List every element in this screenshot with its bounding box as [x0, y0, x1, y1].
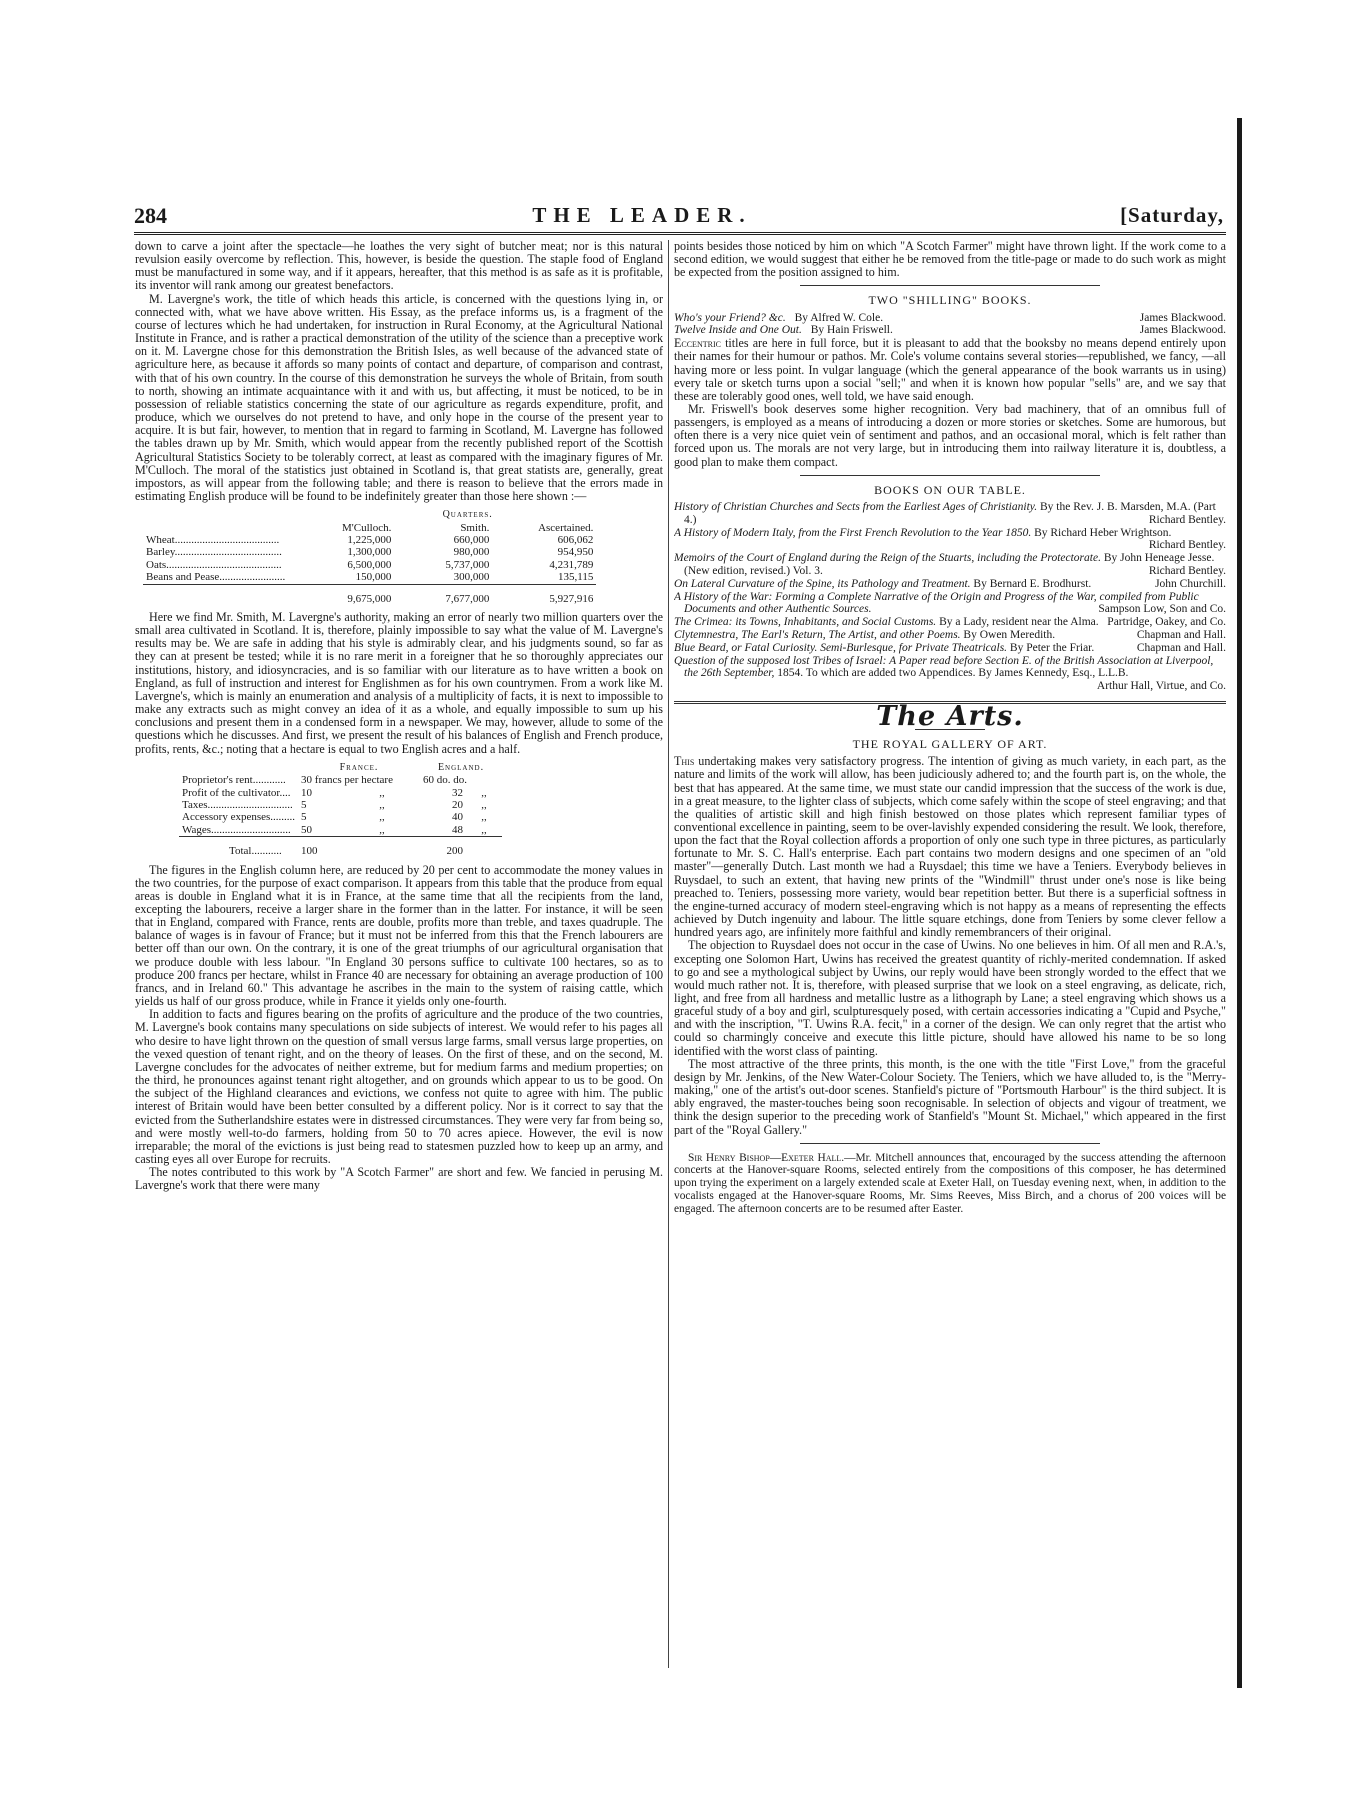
book-details: By Bernard E. Brodhurst. — [970, 577, 1092, 590]
table-cell: 100 — [301, 845, 318, 858]
book-entry — [674, 642, 1226, 655]
row-label: Profit of the cultivator.... — [182, 786, 291, 799]
paragraph — [674, 755, 1226, 939]
table-row — [143, 571, 596, 584]
section-heading: TWO "SHILLING" BOOKS. — [868, 293, 1032, 308]
table-cell: 980,000 — [453, 546, 490, 559]
table-cell: 10 — [301, 786, 313, 799]
france-england-table — [179, 762, 502, 858]
ditto-mark: ,, — [481, 798, 487, 811]
paragraph: The most attractive of the three prints, this month, is the one with the title "First Love," from the graceful design by Mr. Jenkins, of the New Water-Colour Society. The Teniers, which we have alluded to, is the "Merry-making," one of the artist's out-door scenes. Stanfield's picture of "Portsmouth Harbour" is the third subject. It is ably engraved, the master-touches being soon recognisable. In selection of objects and vigour of treatment, we think the design superior to the preceding work of Stanfield's "Mount St. Michael," which appeared in the first part of the "Royal Gallery." — [674, 1056, 1226, 1137]
running-head — [134, 203, 1224, 233]
publisher: Richard Bentley. — [1148, 564, 1226, 577]
row-label: Accessory expenses......... — [182, 811, 296, 824]
table-cell: 5 — [301, 798, 307, 811]
table-cell: 9,675,000 — [347, 592, 392, 605]
book-details: By the Rev. J. B. Marsden, M.A. (Part 4.) — [684, 500, 1216, 526]
row-label: Proprietor's rent............ — [182, 774, 286, 787]
book-entry — [674, 501, 1226, 527]
book-title: A History of Modern Italy, from the First French Revolution to the Year 1850. — [674, 526, 1032, 539]
paragraph-text: titles are here in full force, but it is pleasant to add that the booksby no means depend entirely upon their names for their humour or pathos. Mr. Cole's volume contains several stories—republished, we fancy, —all having more or less point. In vulgar language (which the general appearance of the book warrants us in using) every tale or sketch turns upon a social "sell;" and when it is known how popular "sells" are, and we say that these are tolerably good ones, well told, we have said enough. — [674, 336, 1226, 403]
publisher: Chapman and Hall. — [1136, 641, 1226, 654]
table-row — [179, 824, 502, 837]
ditto-mark: ,, — [466, 824, 502, 837]
drop-lead: This — [674, 754, 695, 769]
row-label: Taxes............................... — [182, 798, 293, 811]
book-details: By a Lady, resident near the Alma. — [936, 616, 1099, 629]
masthead-title: THE LEADER. — [532, 203, 752, 227]
notice-lead: Sir Henry Bishop—Exeter Hall. — [688, 1151, 845, 1164]
paragraph: Mr. Friswell's book deserves some higher recognition. Very bad machinery, that of an omnibus full of passengers, is employed as a means of introducing a dozen or more stories or sketches. Some are humorous, but often there is a very nice quiet vein of sentiment and pathos, and an occasional moral, which is felt rather than forced upon us. The morals are not very large, but in introducing them into railway literature it is, doubtless, a good plan to make them compact. — [674, 402, 1226, 469]
paragraph: In addition to facts and figures bearing on the profits of agriculture and the produce of the two countries, M. Lavergne's book contains many speculations on side subjects of interest. We would refer to his pages all who desire to have light thrown on the question of small versus large farms, small versus large properties, on the vexed question of tenant right, and on the theory of leases. On the first of these, and on the second, M. Lavergne concludes for the advocates of neither extreme, but for medium farms and medium properties; on the third, he pronounces against tenant right altogether, and on grounds which appear to us to be good. On the subject of the Highland clearances and evictions, we confess not quite to agree with him. The public interest of Britain would have been better consulted by a different policy. Nor is it correct to say that the evicted from the Sutherlandshire estates were in distressed circumstances. They were very far from being so, and were mostly well-to-do farmers, holding from 50 to 70 acres apiece. However, the evil is now irreparable; the moral of the evictions is just being read to statesmen puzzled how to keep up an army, and casting eyes all over Europe for recruits. — [135, 1007, 663, 1166]
book-author: By Alfred W. Cole. — [794, 311, 884, 324]
table-cell: 606,062 — [557, 533, 594, 546]
paragraph-text: —Mr. Mitchell announces that, encouraged by the success attending the afternoon concerts at the Hanover-square Rooms, selected entirely from the compositions of this composer, he has determined upon trying the experiment on a largely extended scale at Exeter Hall, on Tuesday evening next, when, in addition to the vocalists engaged at the Hanover-square Rooms, Mr. Sims Reeves, Miss Birch, and a chorus of 200 voices will be engaged. The afternoon concerts are to be resumed after Easter. — [674, 1151, 1227, 1215]
section-heading: BOOKS ON OUR TABLE. — [874, 482, 1026, 497]
table-cell: 7,677,000 — [445, 592, 490, 605]
book-title: Question of the supposed lost Tribes of Israel: A Paper read before Section E. of the British Association at Liverpool, the 26th September, — [674, 654, 1214, 680]
table-cell: 50 — [298, 824, 344, 837]
book-title: Clytemnestra, The Earl's Return, The Artist, and other Poems. — [674, 628, 961, 641]
table-cell: 5 — [301, 811, 307, 824]
left-column — [135, 240, 663, 1192]
book-entry — [674, 312, 1226, 325]
table-cell: 1,225,000 — [347, 533, 392, 546]
book-title: Blue Beard, or Fatal Curiosity. Semi-Burlesque, for Private Theatricals. — [674, 641, 1008, 654]
drop-lead: Eccentric — [674, 336, 721, 351]
table-cell: 150,000 — [339, 571, 394, 584]
quarters-table — [143, 509, 596, 605]
column-header: England. — [437, 761, 485, 773]
book-title: Memoirs of the Court of England during the Reign of the Stuarts, including the Protectorate. — [674, 552, 1101, 565]
table-row — [143, 546, 596, 558]
book-details: By John Heneage Jesse. (New edition, revised.) Vol. 3. — [684, 552, 1215, 577]
book-entry — [674, 552, 1226, 578]
row-label: Barley....................................... — [146, 546, 282, 559]
book-title: A History of the War: Forming a Complete Narrative of the Origin and Progress of the War, compiled from Public Documents and other Authentic Sources. — [674, 590, 1199, 616]
book-title: Who's your Friend? &c. — [674, 311, 786, 324]
table-cell: 30 francs per hectare — [301, 774, 393, 787]
publisher: James Blackwood. — [1139, 311, 1226, 324]
publisher: Richard Bentley. — [1148, 539, 1226, 552]
table-cell: 32 — [452, 786, 464, 799]
table-cell: 954,950 — [557, 546, 594, 559]
paragraph: The figures in the English column here, are reduced by 20 per cent to accommodate the money values in the two countries, for the purpose of exact comparison. It appears from this table that the produce from equal areas is double in England what it is in France, at the same time that all the recipients from the land, excepting the labourers, receive a larger share in the former than in the latter. For instance, it will be seen that in England, compared with France, rents are double, profits more than treble, and taxes quadruple. The balance of wages is in favour of France; but it must not be inferred from this that the French labourers are better off than our own. On the contrary, it is one of the great triumphs of our agricultural organisation that we produce double with less labour. "In England 30 persons suffice to cultivate 100 hectares, so as to produce 200 francs per hectare, whilst in France 40 are necessary for obtaining an average production of 100 francs, and in Ireland 60." This advantage he ascribes in the main to the system of raising cattle, which yields us half of our gross produce, while in France it yields only one-fourth. — [135, 862, 663, 1009]
header-rule — [134, 232, 1226, 235]
table-row — [179, 774, 502, 786]
table-total-row — [179, 837, 502, 858]
table-row — [179, 799, 502, 811]
section-heading: THE ROYAL GALLERY OF ART. — [852, 737, 1048, 752]
table-row — [179, 787, 502, 799]
table-total-row — [143, 584, 596, 605]
section-rule — [800, 285, 1100, 286]
book-title: Twelve Inside and One Out. — [674, 324, 802, 337]
table-cell: 6,500,000 — [347, 558, 392, 571]
book-entry — [674, 629, 1226, 642]
right-column — [674, 240, 1226, 1215]
book-details: 1854. To which are added two Appendices. By James Kennedy, Esq., L.L.B. — [774, 667, 1129, 680]
table-cell: 20 — [452, 798, 464, 811]
paragraph: down to carve a joint after the spectacle—he loathes the very sight of butcher meat; nor is this natural revulsion easily overcome by reflection. This, however, is beside the question. The staple food of England must be manufactured in some way, and if it appears, hereafter, that this method is as safe as it is profitable, its inventor will rank among our greatest benefactors. — [135, 239, 663, 293]
book-title: The Crimea: its Towns, Inhabitants, and Social Customs. — [674, 616, 937, 629]
paragraph: Here we find Mr. Smith, M. Lavergne's authority, making an error of nearly two million quarters over the small area cultivated in Scotland. It is, therefore, plainly impossible to say what the value of M. Lavergne's results may be. We are safe in adding that his style is admirably clear, and his judgments sound, so far as they can at present be tested; while it is no rare merit in a foreigner that he so thoroughly appreciates our institutions, history, and idiosyncracies, and is so familiar with our literature as to have written a book on England, as full of instruction and interest for Englishmen as for his own countrymen. From a work like M. Lavergne's, which is mainly an enumeration and analysis of a multiplicity of facts, it is next to impossible to make any extracts such as might convey an idea of it as a whole, and equally impossible to sum up his conclusions and present them in a condensed form in a newspaper. We may, however, allude to some of the questions which he discusses. And first, we present the result of his balances of English and French produce, profits, rents, &c.; noting that a hectare is equal to two English acres and a half. — [135, 609, 663, 756]
ditto-mark: ,, — [379, 811, 385, 824]
section-rule — [800, 475, 1100, 476]
column-header: Smith. — [460, 521, 490, 534]
ditto-mark: ,, — [344, 824, 420, 837]
publisher: John Churchill. — [1155, 577, 1226, 590]
book-entry — [674, 655, 1226, 693]
book-entry — [674, 578, 1226, 591]
book-details: By Owen Meredith. — [960, 628, 1056, 641]
row-label: Beans and Pease........................ — [143, 571, 339, 584]
publisher: Partridge, Oakey, and Co. — [1107, 616, 1226, 629]
paragraph: The objection to Ruysdael does not occur in the case of Uwins. No one believes in him. Of all men and R.A.'s, excepting one Solomon Hart, Uwins has received the greatest quantity of richly-merited condemnation. If asked to go and see a mythological subject by Uwins, our reply would have been strongly worded to the effect that we would much rather not. It is, therefore, with pleased surprise that we look on a steel engraving, as delicate, rich, light, and free from all hardness and metallic lustre as a lithograph by Lane; a steel engraving which shows us a graceful study of a boy and girl, sculpturesquely posed, with certain accessories indicating a "Cupid and Psyche," and with the inscription, "T. Uwins R.A. fecit," in a corner of the design. We can only regret that the artist who could so charmingly conceive and execute this little picture, should have allowed his name to be so long identified with the worst class of painting. — [674, 938, 1226, 1058]
paragraph — [674, 1152, 1226, 1216]
table-cell: 1,300,000 — [347, 546, 392, 559]
book-title: On Lateral Curvature of the Spine, its Pathology and Treatment. — [674, 577, 971, 590]
table-cell: 40 — [452, 811, 464, 824]
ditto-mark: ,, — [379, 786, 385, 799]
table-cell: 4,231,789 — [549, 558, 594, 571]
table-cell: 5,737,000 — [445, 558, 490, 571]
paragraph: points besides those noticed by him on which "A Scotch Farmer" might have thrown light. If the work come to a second edition, we would suggest that either he be removed from the title-page or made to do such work as might be expected from the position assigned to him. — [674, 239, 1226, 280]
book-entry — [674, 591, 1226, 617]
section-rule — [800, 1143, 1100, 1144]
paragraph-text: undertaking makes very satisfactory progress. The intention of giving as much variety, in each part, as the nature and limits of the work will allow, has been judiciously adhered to; and the fourth part is, on the whole, the best that has appeared. At the same time, we must state our candid impression that the success of the work is due, in a great measure, to the lighter class of subjects, which come safely within the scope of steel engraving; and that the qualities of artistic skill and high finish bestowed on those plates which represent familiar types of conventional excellence in painting, seem to be over-lavishly expended considering the result. We look, therefore, upon the fact that the Royal collection affords a proportion of only one such type in three pictures, as particularly fortunate to Mr. S. C. Hall's enterprise. Each part contains two modern designs and one specimen of an "old master"—generally Dutch. Last month we had a Ruysdael; this time we have a Teniers. Everybody believes in Ruysdael, to such an extent, that having new prints of the "Windmill" thrust under one's nose is like being preached to. Teniers, possessing more variety, would bear repetition better. But there is a superficial softness in the engine-turned accuracy of modern steel-engraving which is not happy as a means of representing the effects achieved by Dutch ingenuity and labour. The little square etchings, done from Teniers by some clever fellow a hundred years ago, are infinitely more faithful and kindly remembrancers of their original. — [674, 754, 1226, 940]
column-header: M'Culloch. — [342, 521, 392, 534]
column-header: France. — [339, 761, 379, 773]
ditto-mark: ,, — [481, 786, 487, 799]
book-entry — [674, 527, 1226, 553]
table-caption: Quarters. — [442, 509, 493, 521]
row-label: Oats.......................................... — [146, 558, 282, 571]
book-list — [674, 501, 1226, 693]
paragraph: The notes contributed to this work by "A Scotch Farmer" are short and few. We fancied in perusing M. Lavergne's work that there were many — [135, 1165, 663, 1193]
book-title: History of Christian Churches and Sects from the Earliest Ages of Christianity. — [674, 500, 1038, 513]
table-row — [143, 559, 596, 571]
table-cell: 660,000 — [453, 533, 490, 546]
publisher: Arthur Hall, Virtue, and Co. — [1096, 680, 1226, 693]
row-label: Wages............................. — [179, 824, 298, 837]
page-number: 284 — [134, 203, 167, 228]
publisher: Chapman and Hall. — [1136, 628, 1226, 641]
table-cell: 200 — [446, 845, 464, 858]
publisher: Richard Bentley. — [1148, 513, 1226, 526]
paragraph: M. Lavergne's work, the title of which heads this article, is concerned with the questions lying in, or connected with, what we have above written. His Essay, as the preface informs us, is a fragment of the course of lectures which he had undertaken, for instruction in Rural Economy, at the Agricultural National Institute in France, and is rather a practical demonstration of the utility of the science than a preceptive work on it. M. Lavergne chose for this demonstration the British Isles, as well because of the advanced state of agriculture here, as because it affords so many points of contact and departure, of comparison and contrast, with that of his own country. In the course of this demonstration he surveys the whole of Britain, from south to north, showing an intimate acquaintance with it and with us, but affecting, it must be noticed, to be in possession of reliable statistics concerning the state of our agriculture as regards expenditure, profit, and produce, which we ourselves do not pretend to have, and only hope in the course of the present year to acquire. It is but fair, however, to mention that in regard to farming in Scotland, M. Lavergne has followed the tables drawn up by Mr. Smith, which would appear from the recently published report of the Scottish Agricultural Statistics Society to be tolerably correct, at least as compared with the imaginary figures of Mr. M'Culloch. The moral of the statistics just obtained in Scotland is, that great statists are, generally, great impostors, as will appear from the following table; and there is reason to believe that the errors made in estimating English produce will be found to be indefinitely greater than those here shown :— — [135, 291, 663, 503]
table-cell: 60 do. do. — [423, 774, 468, 787]
table-cell: 5,927,916 — [549, 592, 594, 605]
ditto-mark: ,, — [481, 811, 487, 824]
ditto-mark: ,, — [379, 798, 385, 811]
book-author: By Hain Friswell. — [810, 324, 893, 337]
row-label: Wheat...................................... — [146, 533, 280, 546]
table-row — [143, 534, 596, 546]
table-cell: 135,115 — [492, 571, 596, 584]
book-entry — [674, 616, 1226, 629]
book-details: By Peter the Friar. — [1007, 641, 1095, 654]
arts-section-title: The Arts. — [876, 700, 1024, 732]
table-cell: 300,000 — [394, 571, 492, 584]
book-details: By Richard Heber Wrightson. — [1031, 526, 1172, 539]
table-row — [179, 811, 502, 823]
scan-edge-bar — [1237, 118, 1242, 1688]
column-divider — [668, 240, 669, 1668]
row-label: Total........... — [229, 845, 282, 858]
running-head-day: [Saturday, — [1120, 203, 1224, 227]
table-cell: 48 — [420, 824, 466, 837]
publisher: James Blackwood. — [1139, 324, 1226, 337]
paragraph — [674, 337, 1226, 403]
publisher: Sampson Low, Son and Co. — [1098, 603, 1226, 616]
column-header: Ascertained. — [538, 521, 594, 534]
